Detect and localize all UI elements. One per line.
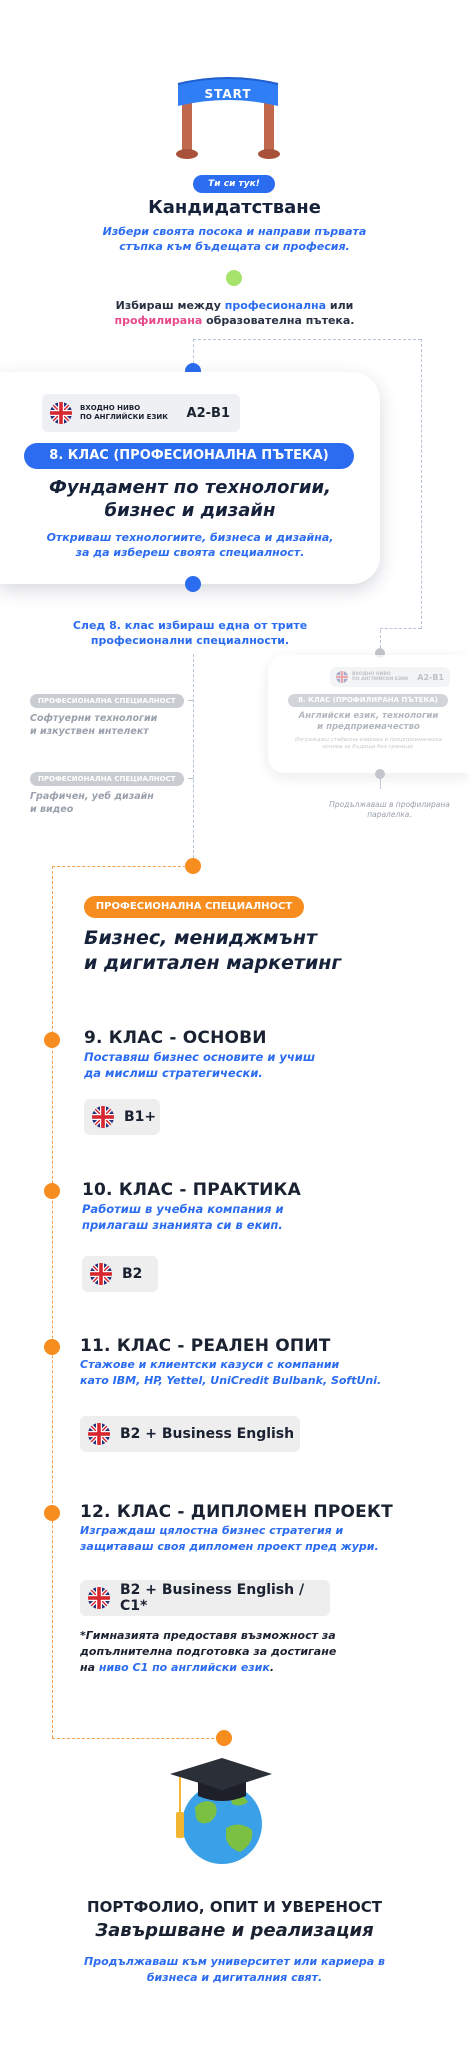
connector: [380, 630, 381, 648]
uk-flag-icon: [92, 1106, 114, 1128]
connector: [52, 866, 53, 1738]
step-12-desc-line1: Изграждаш цялостна бизнес стратегия и: [80, 1524, 344, 1537]
step-11-dot: [44, 1339, 60, 1355]
finish-kicker: ПОРТФОЛИО, ОПИТ И УВЕРЕНОСТ: [87, 1898, 382, 1916]
start-subtitle-line2: стъпка към бъдещата си професия.: [119, 240, 350, 253]
connector: [421, 339, 422, 629]
start-title: Кандидатстване: [148, 197, 321, 218]
side-specialty-pill-2: ПРОФЕСИОНАЛНА СПЕЦИАЛНОСТ: [30, 772, 184, 786]
step-10-lang-level: B2: [122, 1266, 143, 1282]
finish-dot: [216, 1730, 232, 1746]
graduation-globe-illustration: [160, 1752, 275, 1870]
step-9-lang-level: B1+: [124, 1109, 157, 1125]
side-specialty-1-line1: Софтуерни технологии: [30, 713, 158, 724]
profiled-title-line2: и предприемачество: [317, 722, 420, 732]
step-12-desc-line2: защитаваш своя дипломен проект пред жури.: [80, 1540, 379, 1553]
connector: [188, 700, 194, 701]
grade8-desc-line2: за да избереш своята специалност.: [75, 546, 305, 559]
specialty-title-line1: Бизнес, мениджмънт: [84, 927, 318, 949]
finish-title: Завършване и реализация: [95, 1920, 374, 1941]
connector: [52, 1738, 224, 1739]
finish-desc-line2: бизнеса и дигиталния свят.: [146, 1971, 323, 1984]
profiled-entry-value: A2-B1: [417, 672, 444, 682]
connector: [380, 628, 421, 629]
entry-level-label-line2: ПО АНГЛИЙСКИ ЕЗИК: [80, 413, 169, 421]
profiled-title-line1: Английски език, технологии: [298, 711, 439, 721]
step-10-dot: [44, 1183, 60, 1199]
start-gate-illustration: [168, 70, 288, 162]
connector: [52, 866, 186, 867]
side-specialty-2-line2: и видео: [30, 804, 74, 815]
step-11-desc-line1: Стажове и клиентски казуси с компании: [80, 1358, 340, 1371]
grade8-banner: 8. КЛАС (ПРОФЕСИОНАЛНА ПЪТЕКА): [24, 443, 354, 469]
grade8-title-line2: бизнес и дизайн: [104, 500, 276, 521]
c1-footnote: *Гимназията предоставя възможност за допълнителна подготовка за достигане на ниво C1 по английски език.: [80, 1629, 337, 1674]
step-9-lang-box: [84, 1099, 160, 1135]
profiled-entry-line2: ПО АНГЛИЙСКИ ЕЗИК: [352, 677, 409, 682]
profiled-continue-line1: Продължаваш в профилирана: [329, 800, 450, 809]
step-10-lang-box: [82, 1256, 158, 1292]
step-11-lang-box: [80, 1416, 300, 1452]
step-9-title: 9. КЛАС - ОСНОВИ: [84, 1028, 267, 1048]
connector: [380, 779, 381, 789]
specialty-entry-dot: [185, 858, 201, 874]
grade8-entry-level-box: [42, 394, 240, 432]
step-9-dot: [44, 1032, 60, 1048]
side-specialty-1-line2: и изкуствен интелект: [30, 726, 149, 737]
path-choice-text: Избираш между професионална или профилирана образователна пътека.: [114, 299, 355, 327]
entry-level-label-line1: ВХОДНО НИВО: [80, 404, 141, 412]
step-11-desc-line2: като IBM, HP, Yettel, UniCredit Bulbank, SoftUni.: [80, 1374, 382, 1387]
step-12-title: 12. КЛАС - ДИПЛОМЕН ПРОЕКТ: [80, 1502, 393, 1522]
profiled-desc-line2: основа за бъдеща без граници.: [322, 744, 415, 750]
uk-flag-icon: [336, 671, 348, 683]
profiled-desc-line1: Изграждаш стабилна езикова и предприемаческа: [295, 737, 442, 743]
step-9-desc-line2: да мислиш стратегически.: [84, 1066, 263, 1080]
step-12-dot: [44, 1505, 60, 1521]
step-10-title: 10. КЛАС - ПРАКТИКА: [82, 1180, 301, 1200]
step-12-lang-level: B2 + Business English / C1*: [120, 1582, 305, 1614]
uk-flag-icon: [88, 1587, 110, 1609]
grade8-desc-line1: Откриваш технологиите, бизнеса и дизайна,: [46, 531, 334, 544]
specialty-pill: ПРОФЕСИОНАЛНА СПЕЦИАЛНОСТ: [84, 896, 304, 918]
profiled-entry-line1: ВХОДНО НИВО: [352, 672, 391, 677]
step-11-lang-level: B2 + Business English: [120, 1426, 295, 1442]
step-12-lang-box: [80, 1580, 330, 1616]
you-are-here-badge: Ти си тук!: [193, 175, 275, 193]
step-9-desc-line1: Поставяш бизнес основите и учиш: [84, 1050, 316, 1064]
grade8-bottom-dot: [185, 576, 201, 592]
step-11-title: 11. КЛАС - РЕАЛЕН ОПИТ: [80, 1336, 331, 1356]
step-10-desc-line1: Работиш в учебна компания и: [82, 1202, 284, 1216]
after8-line2: професионални специалности.: [90, 634, 290, 647]
step-10-desc-line2: прилагаш знанията си в екип.: [82, 1218, 283, 1232]
professional-keyword: професионална: [224, 299, 327, 312]
profiled-card: [268, 655, 469, 773]
uk-flag-icon: [90, 1263, 112, 1285]
uk-flag-icon: [88, 1423, 110, 1445]
uk-flag-icon: [50, 402, 72, 424]
start-node-dot: [226, 270, 242, 286]
profiled-continue-line2: паралелка.: [367, 810, 412, 819]
side-specialty-pill-1: ПРОФЕСИОНАЛНА СПЕЦИАЛНОСТ: [30, 694, 184, 708]
grade8-title-line1: Фундамент по технологии,: [49, 477, 331, 498]
profiled-bottom-dot: [375, 769, 385, 779]
finish-desc-line1: Продължаваш към университет или кариера в: [83, 1955, 386, 1968]
profiled-banner: 8. КЛАС (ПРОФИЛИРАНА ПЪТЕКА): [288, 694, 448, 707]
start-subtitle-line1: Избери своята посока и направи първата: [102, 225, 367, 238]
connector: [193, 654, 194, 858]
connector: [193, 339, 421, 340]
c1-level-link-text: ниво C1 по английски език: [98, 1661, 270, 1674]
start-gate-label: START: [204, 87, 252, 101]
entry-level-value: A2-B1: [186, 405, 230, 421]
connector: [188, 778, 194, 779]
side-specialty-2-line1: Графичен, уеб дизайн: [30, 791, 154, 802]
specialty-title-line2: и дигитален маркетинг: [84, 952, 342, 974]
after8-line1: След 8. клас избираш една от трите: [72, 619, 308, 632]
profiled-keyword: профилирана: [114, 314, 203, 327]
